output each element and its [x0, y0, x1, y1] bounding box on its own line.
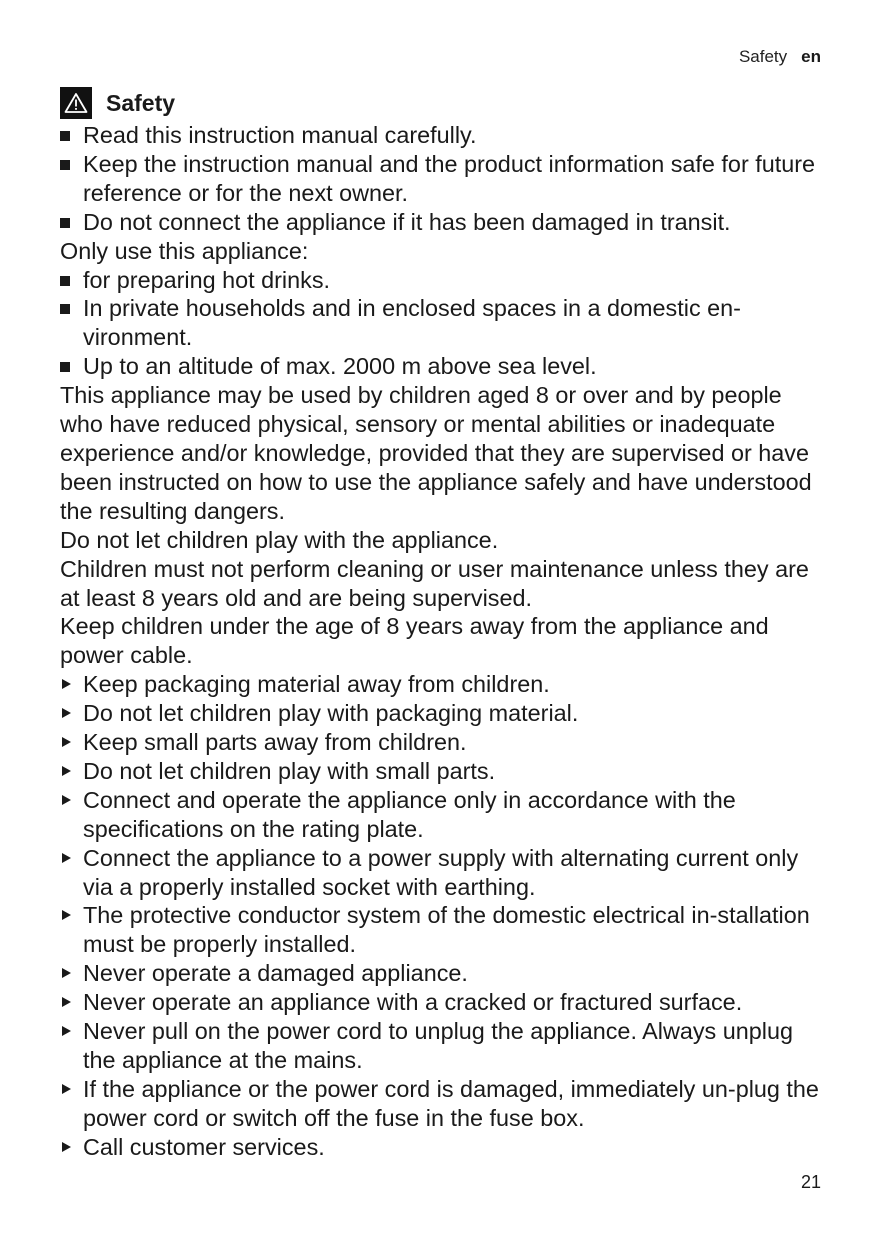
- header-language: en: [801, 47, 821, 66]
- list-item: Do not let children play with small parts.: [60, 757, 830, 786]
- list-item: Do not let children play with packaging material.: [60, 699, 830, 728]
- paragraph-keep-away: Keep children under the age of 8 years away from the appliance and power cable.: [60, 613, 769, 669]
- triangle-arrow-icon: [62, 737, 71, 747]
- usage-intro: Only use this appliance:: [60, 237, 309, 264]
- list-item: for preparing hot drinks.: [60, 266, 830, 295]
- list-item: Connect the appliance to a power supply with alternating current only via a properly installed socket with earthing.: [60, 844, 830, 902]
- square-bullet-icon: [60, 362, 70, 372]
- square-bullet-icon: [60, 218, 70, 228]
- list-item: Keep the instruction manual and the product information safe for future reference or for the next owner.: [60, 150, 830, 208]
- list-item: Keep packaging material away from children.: [60, 670, 830, 699]
- paragraph-children-ability: This appliance may be used by children aged 8 or over and by people who have reduced physical, sensory or mental abilities or inadequate experience and/or knowledge, provided that they are supervised or have been instructed on how to use the appliance safely and have understood the resulting dangers.: [60, 382, 812, 524]
- triangle-arrow-icon: [62, 997, 71, 1007]
- triangle-arrow-icon: [62, 1142, 71, 1152]
- safety-section: [60, 85, 830, 1162]
- triangle-arrow-icon: [62, 708, 71, 718]
- page-number: 21: [800, 1172, 821, 1192]
- list-item: The protective conductor system of the domestic electrical in-stallation must be properly installed.: [60, 901, 830, 959]
- list-item: Call customer services.: [60, 1133, 830, 1162]
- list-item: Never operate a damaged appliance.: [60, 959, 830, 988]
- section-heading: [60, 85, 830, 121]
- triangle-arrow-icon: [62, 1084, 71, 1094]
- triangle-arrow-icon: [62, 1026, 71, 1036]
- list-item: If the appliance or the power cord is damaged, immediately un-plug the power cord or switch off the fuse in the fuse box.: [60, 1075, 830, 1133]
- usage-bullet-list: [60, 266, 830, 382]
- square-bullet-icon: [60, 276, 70, 286]
- paragraph-no-play: Do not let children play with the appliance.: [60, 526, 499, 553]
- list-item: Never pull on the power cord to unplug the appliance. Always unplug the appliance at the mains.: [60, 1017, 830, 1075]
- square-bullet-icon: [60, 131, 70, 141]
- list-item: Up to an altitude of max. 2000 m above sea level.: [60, 352, 830, 381]
- general-bullet-list: [60, 121, 830, 237]
- list-item: Do not connect the appliance if it has been damaged in transit.: [60, 208, 830, 237]
- list-item: In private households and in enclosed spaces in a domestic en-vironment.: [60, 294, 830, 352]
- triangle-arrow-icon: [62, 968, 71, 978]
- triangle-arrow-icon: [62, 766, 71, 776]
- list-item: Keep small parts away from children.: [60, 728, 830, 757]
- square-bullet-icon: [60, 304, 70, 314]
- list-item: Connect and operate the appliance only in accordance with the specifications on the rating plate.: [60, 786, 830, 844]
- list-item: Never operate an appliance with a cracked or fractured surface.: [60, 988, 830, 1017]
- triangle-arrow-icon: [62, 853, 71, 863]
- triangle-arrow-icon: [62, 795, 71, 805]
- warning-triangle-icon: [60, 87, 92, 119]
- paragraph-cleaning: Children must not perform cleaning or user maintenance unless they are at least 8 years old and are being supervised.: [60, 555, 809, 611]
- page-title: Safety: [106, 89, 176, 116]
- square-bullet-icon: [60, 160, 70, 170]
- list-item: Read this instruction manual carefully.: [60, 121, 830, 150]
- triangle-arrow-icon: [62, 910, 71, 920]
- header-section: Safety: [738, 47, 788, 66]
- page-header: [739, 47, 821, 67]
- instruction-list: [60, 670, 830, 1161]
- triangle-arrow-icon: [62, 679, 71, 689]
